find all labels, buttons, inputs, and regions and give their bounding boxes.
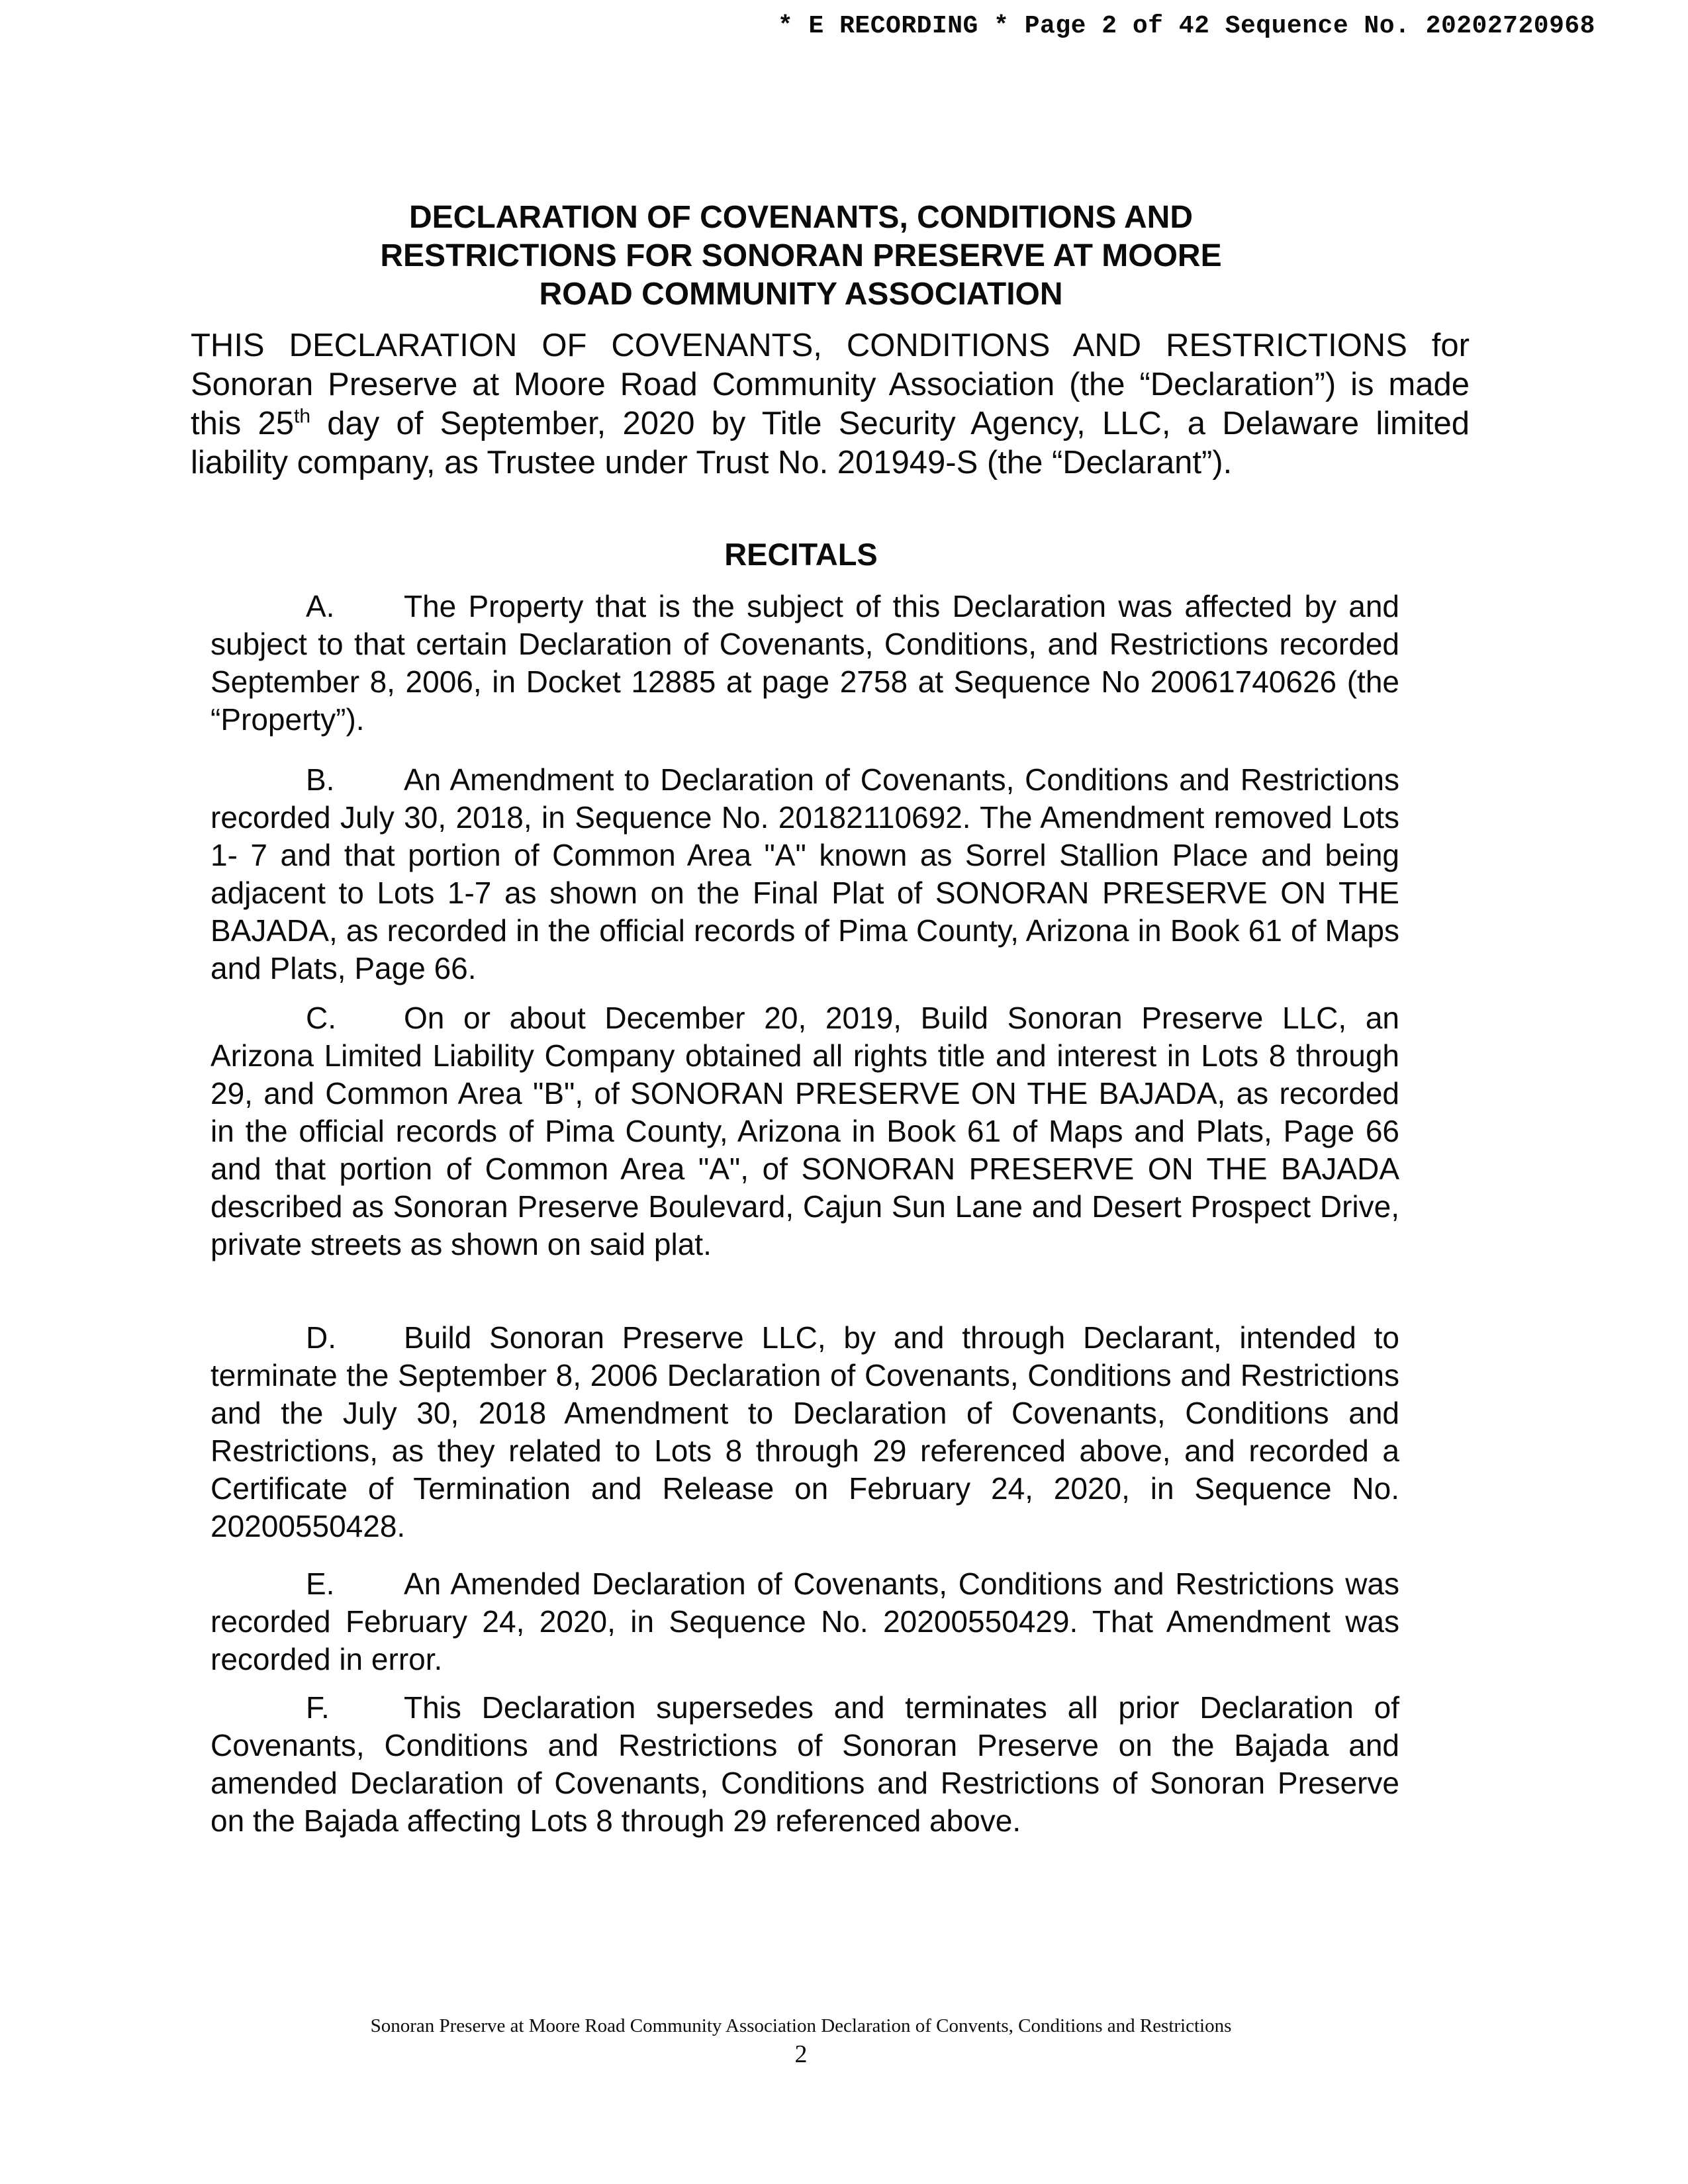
page-number: 2 [794, 2040, 808, 2068]
recital-text: Build Sonoran Preserve LLC, by and through Declarant, intended to terminate the September 8, 2006 Declaration of Covenants, Conditions and Restrictions and the July 30, 2018 Amendment to Declaration of Covenants, Conditions and Restrictions, as they related to Lots 8 through 29 referenced above, and recorded a Certificate of Termination and Release on February 24, 2020, in Sequence No. 20200550428. [211, 1320, 1399, 1543]
recital-text: On or about December 20, 2019, Build Sonoran Preserve LLC, an Arizona Limited Liability Company obtained all rights title and interest in Lots 8 through 29, and Common Area "B", of SONORAN PRESERVE ON THE BAJADA, as recorded in the official records of Pima County, Arizona in Book 61 of Maps and Plats, Page 66 and that portion of Common Area "A", of SONORAN PRESERVE ON THE BAJADA described as Sonoran Preserve Boulevard, Cajun Sun Lane and Desert Prospect Drive, private streets as shown on said plat. [211, 1001, 1399, 1261]
recital-text: This Declaration supersedes and terminates all prior Declaration of Covenants, Conditions and Restrictions of Sonoran Preserve on the Bajada and amended Declaration of Covenants, Conditions and Restrictions of Sonoran Preserve on the Bajada affecting Lots 8 through 29 referenced above. [211, 1690, 1399, 1838]
intro-ordinal-suffix: th [294, 405, 311, 428]
recitals-heading: RECITALS [724, 537, 878, 572]
recording-header: * E RECORDING * Page 2 of 42 Sequence No. 20202720968 [777, 12, 1595, 40]
footer-text: Sonoran Preserve at Moore Road Community Association Declaration of Convents, Conditions and Restrictions [370, 2015, 1232, 2036]
recital-a: A. The Property that is the subject of this Declaration was affected by and subject to that certain Declaration of Covenants, Conditions, and Restrictions recorded September 8, 2006, in Docket 12885 at page 2758 at Sequence No 20061740626 (the “Property”). [211, 589, 1399, 737]
recital-text: The Property that is the subject of this Declaration was affected by and subject to that certain Declaration of Covenants, Conditions, and Restrictions recorded September 8, 2006, in Docket 12885 at page 2758 at Sequence No 20061740626 (the “Property”). [211, 589, 1399, 737]
recital-text: An Amended Declaration of Covenants, Conditions and Restrictions was recorded February 24, 2020, in Sequence No. 20200550429. That Amendment was recorded in error. [211, 1567, 1399, 1676]
recital-text: An Amendment to Declaration of Covenants, Conditions and Restrictions recorded July 30, 2018, in Sequence No. 20182110692. The Amendment removed Lots 1- 7 and that portion of Common Area "A" known as Sorrel Stallion Place and being adjacent to Lots 1-7 as shown on the Final Plat of SONORAN PRESERVE ON THE BAJADA, as recorded in the official records of Pima County, Arizona in Book 61 of Maps and Plats, Page 66. [211, 762, 1399, 985]
recital-c: C. On or about December 20, 2019, Build Sonoran Preserve LLC, an Arizona Limited Liability Company obtained all rights title and interest in Lots 8 through 29, and Common Area "B", of SONORAN PRESERVE ON THE BAJADA, as recorded in the official records of Pima County, Arizona in Book 61 of Maps and Plats, Page 66 and that portion of Common Area "A", of SONORAN PRESERVE ON THE BAJADA described as Sonoran Preserve Boulevard, Cajun Sun Lane and Desert Prospect Drive, private streets as shown on said plat. [211, 1001, 1399, 1261]
recital-f: F. This Declaration supersedes and terminates all prior Declaration of Covenants, Conditions and Restrictions of Sonoran Preserve on the Bajada and amended Declaration of Covenants, Conditions and Restrictions of Sonoran Preserve on the Bajada affecting Lots 8 through 29 referenced above. [211, 1690, 1399, 1838]
recital-b: B. An Amendment to Declaration of Covenants, Conditions and Restrictions recorded July 30, 2018, in Sequence No. 20182110692. The Amendment removed Lots 1- 7 and that portion of Common Area "A" known as Sorrel Stallion Place and being adjacent to Lots 1-7 as shown on the Final Plat of SONORAN PRESERVE ON THE BAJADA, as recorded in the official records of Pima County, Arizona in Book 61 of Maps and Plats, Page 66. [211, 762, 1399, 985]
title-line-3: ROAD COMMUNITY ASSOCIATION [539, 277, 1063, 312]
intro-text-end: day of September, 2020 by Title Security Agency, LLC, a Delaware limited liability company, as Trustee under Trust No. 201949-S (the “Declarant”). [191, 406, 1470, 480]
recital-e: E. An Amended Declaration of Covenants, Conditions and Restrictions was recorded February 24, 2020, in Sequence No. 20200550429. That Amendment was recorded in error. [211, 1567, 1399, 1676]
document-title [199, 199, 1403, 314]
intro-paragraph [191, 326, 1470, 482]
title-line-1: DECLARATION OF COVENANTS, CONDITIONS AND [409, 200, 1193, 235]
intro-text-start: THIS DECLARATION OF COVENANTS, CONDITIONS AND RESTRICTIONS for Sonoran Preserve at Moore Road Community Association (the “Declaration”) is made this 25 [191, 328, 1470, 441]
title-line-2: RESTRICTIONS FOR SONORAN PRESERVE AT MOORE [380, 238, 1222, 273]
recital-d: D. Build Sonoran Preserve LLC, by and through Declarant, intended to terminate the September 8, 2006 Declaration of Covenants, Conditions and Restrictions and the July 30, 2018 Amendment to Declaration of Covenants, Conditions and Restrictions, as they related to Lots 8 through 29 referenced above, and recorded a Certificate of Termination and Release on February 24, 2020, in Sequence No. 20200550428. [211, 1320, 1399, 1543]
